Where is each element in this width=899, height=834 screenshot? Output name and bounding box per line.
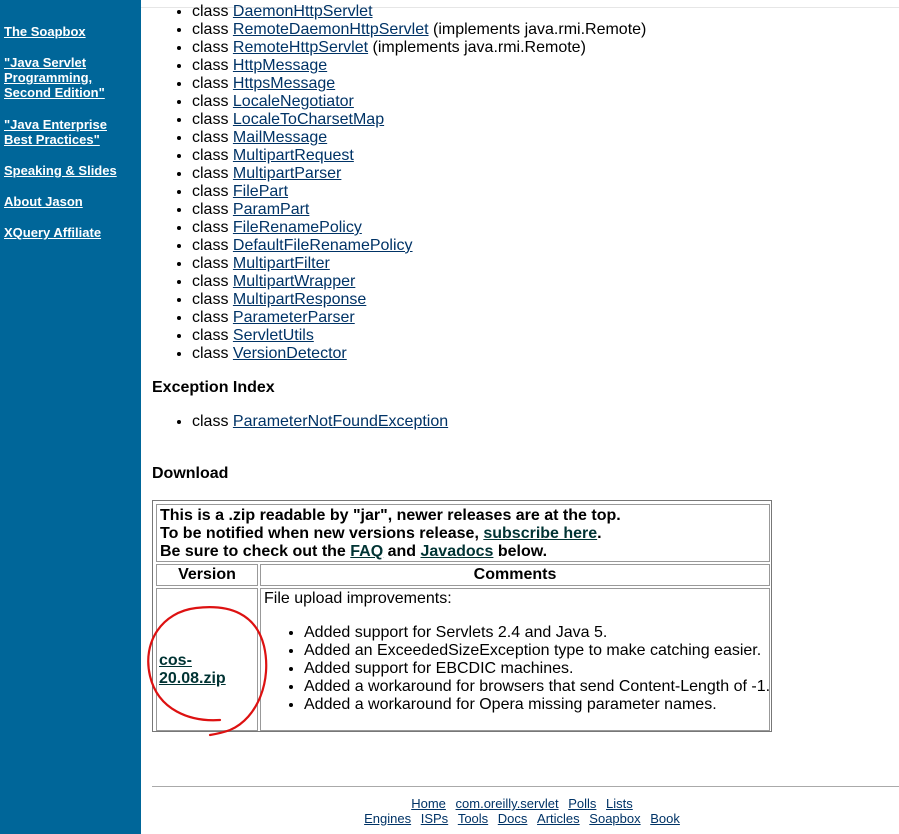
list-item [192,327,646,345]
list-item [192,291,646,309]
class-keyword: class [192,273,229,290]
sidebar-link-about-jason[interactable]: About Jason [4,194,83,209]
list-item [192,3,646,21]
footer-row-1 [152,796,892,811]
footer-link-soapbox[interactable]: Soapbox [589,811,641,826]
class-keyword: class [192,219,229,236]
download-heading: Download [152,465,229,482]
download-zip-link[interactable]: cos-20.08.zip [159,652,226,687]
class-keyword: class [192,93,229,110]
class-list [152,3,646,363]
version-cell [156,588,258,731]
class-keyword: class [192,57,229,74]
class-keyword: class [192,39,229,56]
class-link[interactable]: MailMessage [232,129,328,146]
list-item [192,237,646,255]
class-link[interactable]: ParameterNotFoundException [232,413,449,430]
list-item [192,413,448,431]
list-item [192,201,646,219]
comments-list [264,624,771,714]
class-link[interactable]: ServletUtils [232,327,314,344]
class-link[interactable]: FilePart [232,183,289,200]
sidebar [0,0,141,834]
class-link[interactable]: FileRenamePolicy [232,219,362,236]
sidebar-link-soapbox[interactable]: The Soapbox [4,24,86,39]
footer-link-articles[interactable]: Articles [537,811,580,826]
sidebar-link-speaking-slides[interactable]: Speaking & Slides [4,163,117,178]
list-item [192,165,646,183]
class-keyword: class [192,21,229,38]
list-item: • Added a workaround for Opera missing parameter names. [304,696,766,714]
list-item [192,273,646,291]
comments-intro: File upload improvements: [264,590,452,607]
subscribe-link[interactable]: subscribe here [483,525,598,542]
class-link[interactable]: MultipartRequest [232,147,354,164]
class-link[interactable]: MultipartParser [232,165,342,182]
footer-link-engines[interactable]: Engines [364,811,412,826]
class-keyword: class [192,201,229,218]
class-link[interactable]: DaemonHttpServlet [232,3,373,20]
class-keyword: class [192,345,229,362]
class-link[interactable]: RemoteDaemonHttpServlet [232,21,429,38]
list-item: • Added support for Servlets 2.4 and Java 5. [304,624,766,642]
sidebar-link-xquery-affiliate[interactable]: XQuery Affiliate [4,225,102,240]
list-item [192,183,646,201]
list-item [192,111,646,129]
class-note: (implements java.rmi.Remote) [368,39,586,56]
download-notice [156,504,770,562]
notice-line-2-text: To be notified when new versions release, [160,525,484,542]
class-keyword: class [192,291,229,308]
class-link[interactable]: MultipartResponse [232,291,367,308]
sidebar-link-java-enterprise-best-practices[interactable]: "Java Enterprise Best Practices" [4,117,107,147]
comments-column-header: Comments [260,564,770,586]
class-keyword: class [192,165,229,182]
class-keyword: class [192,255,229,272]
class-link[interactable]: LocaleToCharsetMap [232,111,385,128]
faq-link[interactable]: FAQ [350,543,384,560]
class-link[interactable]: RemoteHttpServlet [232,39,369,56]
download-table [152,500,772,732]
class-keyword: class [192,3,229,20]
footer-link-lists[interactable]: Lists [606,796,633,811]
comments-cell [260,588,770,731]
class-note: (implements java.rmi.Remote) [428,21,647,38]
class-link[interactable]: LocaleNegotiator [232,93,354,110]
list-item [192,75,646,93]
class-link[interactable]: VersionDetector [232,345,347,362]
class-keyword: class [192,237,229,254]
class-keyword: class [192,129,229,146]
list-item [192,309,646,327]
class-keyword: class [192,327,229,344]
list-item [192,147,646,165]
footer-link-docs[interactable]: Docs [497,811,528,826]
list-item [192,129,646,147]
list-item [192,93,646,111]
class-link[interactable]: HttpMessage [232,57,328,74]
notice-line-2-end: . [597,525,602,542]
list-item: • Added an ExceededSizeException type to make catching easier. [304,642,766,660]
footer-nav [152,796,892,826]
class-keyword: class [192,183,229,200]
notice-line-3-mid: and [383,543,421,560]
notice-line-1: This is a .zip readable by "jar", newer releases are at the top. [160,507,621,524]
javadocs-link[interactable]: Javadocs [420,543,494,560]
version-column-header: Version [156,564,258,586]
exception-list [152,413,448,431]
footer-link-cos[interactable]: com.oreilly.servlet [455,796,559,811]
list-item [192,21,646,39]
class-link[interactable]: HttpsMessage [232,75,336,92]
class-link[interactable]: MultipartWrapper [232,273,356,290]
class-keyword: class [192,309,229,326]
list-item: • Added support for EBCDIC machines. [304,660,766,678]
list-item [192,57,646,75]
class-keyword: class [192,413,229,430]
notice-line-3-text: Be sure to check out the [160,543,351,560]
footer-link-isps[interactable]: ISPs [420,811,449,826]
class-link[interactable]: ParamPart [232,201,310,218]
list-item [192,345,646,363]
class-link[interactable]: ParameterParser [232,309,355,326]
list-item [192,255,646,273]
list-item: • Added a workaround for browsers that send Content-Length of -1. [304,678,766,696]
list-item [192,219,646,237]
notice-line-3-end: below. [493,543,548,560]
footer-divider [152,786,899,787]
class-keyword: class [192,75,229,92]
footer-link-polls[interactable]: Polls [568,796,597,811]
footer-link-tools[interactable]: Tools [457,811,489,826]
list-item [192,39,646,57]
class-link[interactable]: MultipartFilter [232,255,330,272]
class-link[interactable]: DefaultFileRenamePolicy [232,237,413,254]
exception-index-heading: Exception Index [152,379,275,396]
footer-link-home[interactable]: Home [411,796,446,811]
class-keyword: class [192,111,229,128]
footer-row-2 [152,811,892,826]
class-keyword: class [192,147,229,164]
footer-link-book[interactable]: Book [650,811,680,826]
sidebar-link-java-servlet-programming[interactable]: "Java Servlet Programming, Second Edition" [4,55,105,100]
